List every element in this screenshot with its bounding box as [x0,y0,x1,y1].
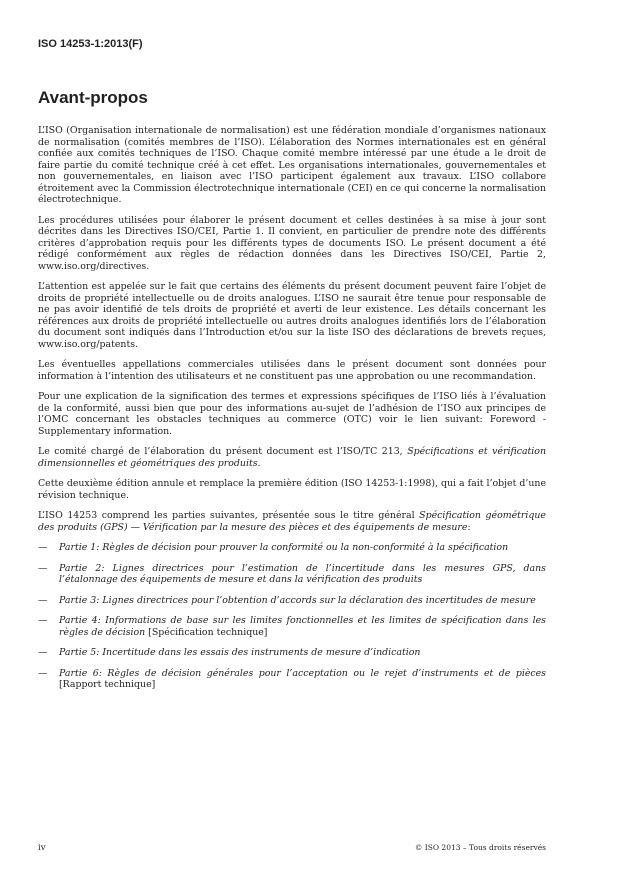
part-title: Partie 1: Règles de décision pour prouver la conformité ou la non-conformité à la spécification [59,542,509,553]
dash-marker: — [38,542,48,553]
list-item [38,615,546,638]
paragraph-procedures: Les procédures utilisées pour élaborer le présent document et celles destinées à sa mise à jour sont décrites dans les Directives ISO/CEI, Partie 1. Il convient, en particulier de prendre note des différents critères d’approbation requis pour les différents types de documents ISO. Le présent document a été rédigé conformément aux règles de rédaction données dans les Directives ISO/CEI, Partie 2, www.iso.org/directives. [38,214,546,272]
parts-list [38,542,546,691]
page-title: Avant-propos [38,88,148,107]
paragraph-parts-intro [38,510,546,533]
parts-intro-text: L’ISO 14253 comprend les parties suivantes, présentée sous le titre général [38,510,420,521]
part-title: Partie 2: Lignes directrices pour l’estimation de l’incertitude dans les mesures GPS, dans l’étalonnage des équipements de mesure et dans la vérification des produits [59,562,546,585]
committee-text: Le comité chargé de l’élaboration du présent document est l’ISO/TC 213, [38,446,408,457]
parts-general-title: Spécification géométrique des produits (GPS) — Vérification par la mesure des pièces et des équipements de mesure [38,510,546,533]
part-title: Partie 4: Informations de base sur les limites fonctionnelles et les limites de spécification dans les règles de décision [59,615,546,638]
dash-marker: — [38,594,48,606]
document-identifier: ISO 14253-1:2013(F) [38,38,143,50]
list-item [38,595,546,607]
part-title: Partie 5: Incertitude dans les essais des instruments de mesure d’indication [59,647,421,658]
committee-end: . [257,457,261,469]
paragraph-conformity: Pour une explication de la signification des termes et expressions spécifiques de l’ISO liés à l’évaluation de la conformité, aussi bien que pour des informations au-sujet de l’adhésion de l’ISO aux principes de l’OMC concernant les obstacles techniques au commerce (OTC) voir le lien suivant: Foreword - Supplementary information. [38,391,546,437]
committee-title: Spécifications et vérification dimensionnelles et géométriques des produits [38,446,546,469]
part-type: [Spécification technique] [145,626,268,638]
paragraph-edition: Cette deuxième édition annule et remplace la première édition (ISO 14253-1:1998), qui a fait l’objet d’une révision technique. [38,478,546,501]
paragraph-committee [38,446,546,469]
paragraph-trade-names: Les éventuelles appellations commerciales utilisées dans le présent document sont données pour information à l’intention des utilisateurs et ne constituent pas une approbation ou une recommandation. [38,359,546,382]
paragraph-iso-intro: L’ISO (Organisation internationale de normalisation) est une fédération mondiale d’organismes nationaux de normalisation (comités membres de l’ISO). L’élaboration des Normes internationales est en général confiée aux comités techniques de l’ISO. Chaque comité membre intéressé par une étude a le droit de faire partie du comité technique créé à cet effet. Les organisations internationales, gouvernementales et non gouvernementales, en liaison avec l’ISO participent également aux travaux. L’ISO collabore étroitement avec la Commission électrotechnique internationale (CEI) en ce qui concerne la normalisation électrotechnique. [38,125,546,205]
list-item [38,563,546,586]
parts-intro-end: : [467,521,471,533]
part-title: Partie 6: Règles de décision générales pour l’acceptation ou le rejet d’instruments et de pièces [59,667,546,679]
dash-marker: — [38,647,48,658]
page-number: iv [38,843,46,853]
dash-marker: — [38,562,48,574]
paragraph-patents: L’attention est appelée sur le fait que certains des éléments du présent document peuvent faire l’objet de droits de propriété intellectuelle ou de droits analogues. L’ISO ne saurait être tenue pour responsable de ne pas avoir identifié de tels droits de propriété et averti de leur existence. Les détails concernant les références aux droits de propriété intellectuelle ou autres droits analogues identifiés lors de l’élaboration du document sont indiqués dans l’Introduction et/ou sur la liste ISO des déclarations de brevets reçues, www.iso.org/patents. [38,281,546,350]
part-type: [Rapport technique] [59,679,156,690]
foreword-body [38,125,546,700]
dash-marker: — [38,615,48,626]
copyright-notice: © ISO 2013 – Tous droits réservés [414,843,546,852]
list-item [38,542,546,554]
list-item [38,647,546,659]
list-item [38,668,546,691]
part-title: Partie 3: Lignes directrices pour l’obtention d’accords sur la déclaration des incertitudes de mesure [59,594,536,606]
dash-marker: — [38,667,48,679]
